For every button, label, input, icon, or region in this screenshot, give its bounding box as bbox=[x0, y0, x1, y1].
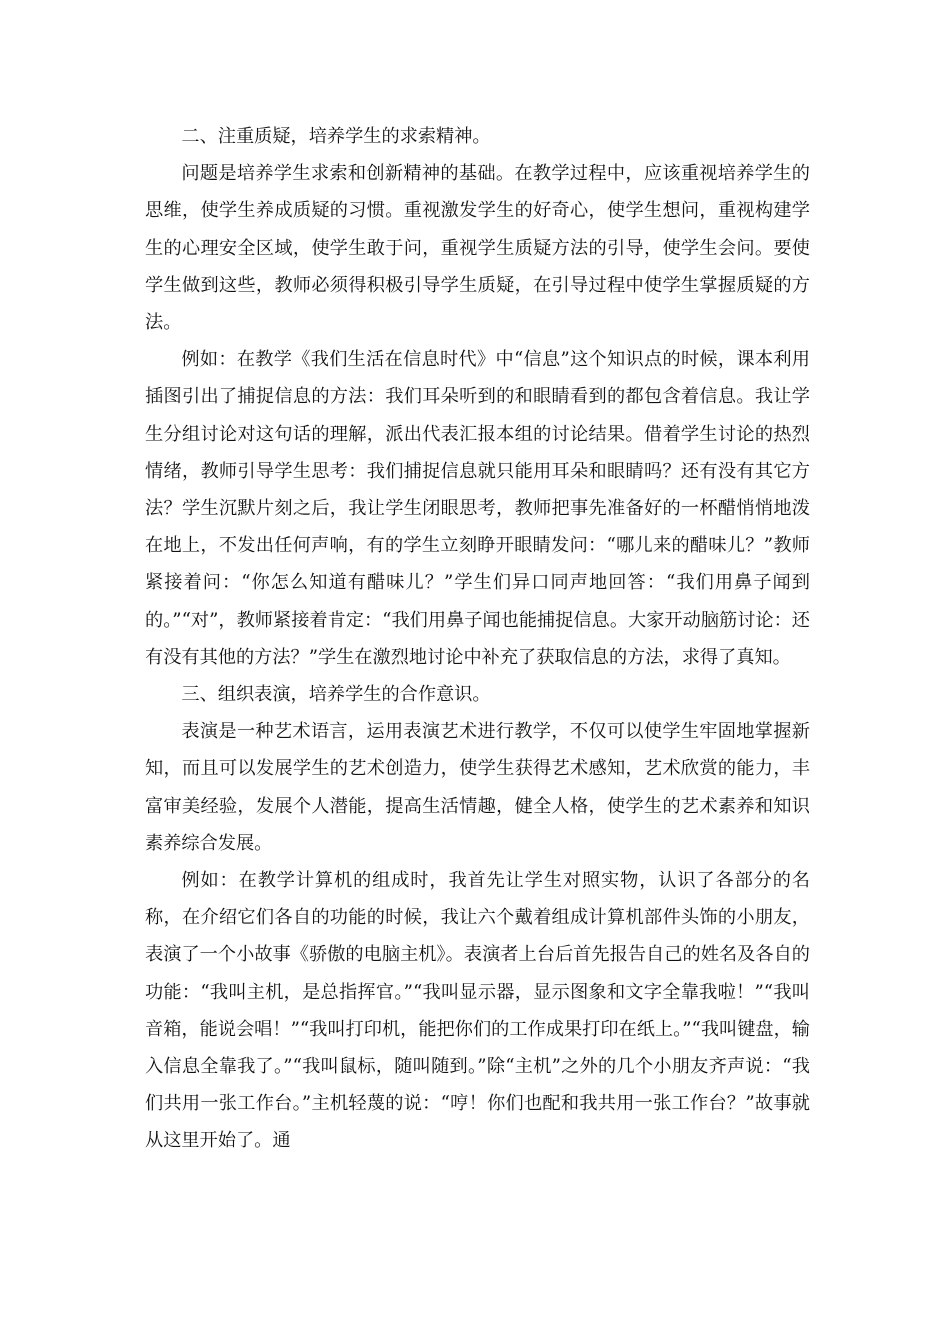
body-paragraph-computer-example: 例如：在教学计算机的组成时，我首先让学生对照实物，认识了各部分的名称，在介绍它们各自的功能的时候，我让六个戴着组成计算机部件头饰的小朋友，表演了一个小故事《骄傲的电脑主机》。表演者上台后首先报告自己的姓名及各自的功能：“我叫主机，是总指挥官。”“我叫显示器，显示图象和文字全靠我啦！”“我叫音箱，能说会唱！”“我叫打印机，能把你们的工作成果打印在纸上。”“我叫键盘，输入信息全靠我了。”“我叫鼠标，随叫随到。”除“主机”之外的几个小朋友齐声说：“我们共用一张工作台。”主机轻蔑的说：“哼！你们也配和我共用一张工作台？”故事就从这里开始了。通 bbox=[145, 870, 810, 1152]
document-page bbox=[145, 118, 810, 1160]
section-heading-performance: 三、组织表演，培养学生的合作意识。 bbox=[181, 684, 491, 706]
section-heading-questioning: 二、注重质疑，培养学生的求索精神。 bbox=[181, 126, 491, 147]
body-paragraph-questioning-intro: 问题是培养学生求索和创新精神的基础。在教学过程中，应该重视培养学生的思维，使学生养成质疑的习惯。重视激发学生的好奇心，使学生想问，重视构建学生的心理安全区域，使学生敢于问，重视学生质疑方法的引导，使学生会问。要使学生做到这些，教师必须得积极引导学生质疑，在引导过程中使学生掌握质疑的方法。 bbox=[145, 163, 810, 334]
body-paragraph-information-example: 例如：在教学《我们生活在信息时代》中“信息”这个知识点的时候，课本利用插图引出了捕捉信息的方法：我们耳朵听到的和眼睛看到的都包含着信息。我让学生分组讨论对这句话的理解，派出代表汇报本组的讨论结果。借着学生讨论的热烈情绪，教师引导学生思考：我们捕捉信息就只能用耳朵和眼睛吗？还有没有其它方法？学生沉默片刻之后，我让学生闭眼思考，教师把事先准备好的一杯醋悄悄地泼在地上，不发出任何声响，有的学生立刻睁开眼睛发问：“哪儿来的醋味儿？”教师紧接着问：“你怎么知道有醋味儿？”学生们异口同声地回答：“我们用鼻子闻到的。”“对”，教师紧接着肯定：“我们用鼻子闻也能捕捉信息。大家开动脑筋讨论：还有没有其他的方法？”学生在激烈地讨论中补充了获取信息的方法，求得了真知。 bbox=[145, 349, 810, 668]
body-paragraph-performance-intro: 表演是一种艺术语言，运用表演艺术进行教学，不仅可以使学生牢固地掌握新知，而且可以发展学生的艺术创造力，使学生获得艺术感知，艺术欣赏的能力，丰富审美经验，发展个人潜能，提高生活情趣，健全人格，使学生的艺术素养和知识素养综合发展。 bbox=[145, 721, 810, 854]
